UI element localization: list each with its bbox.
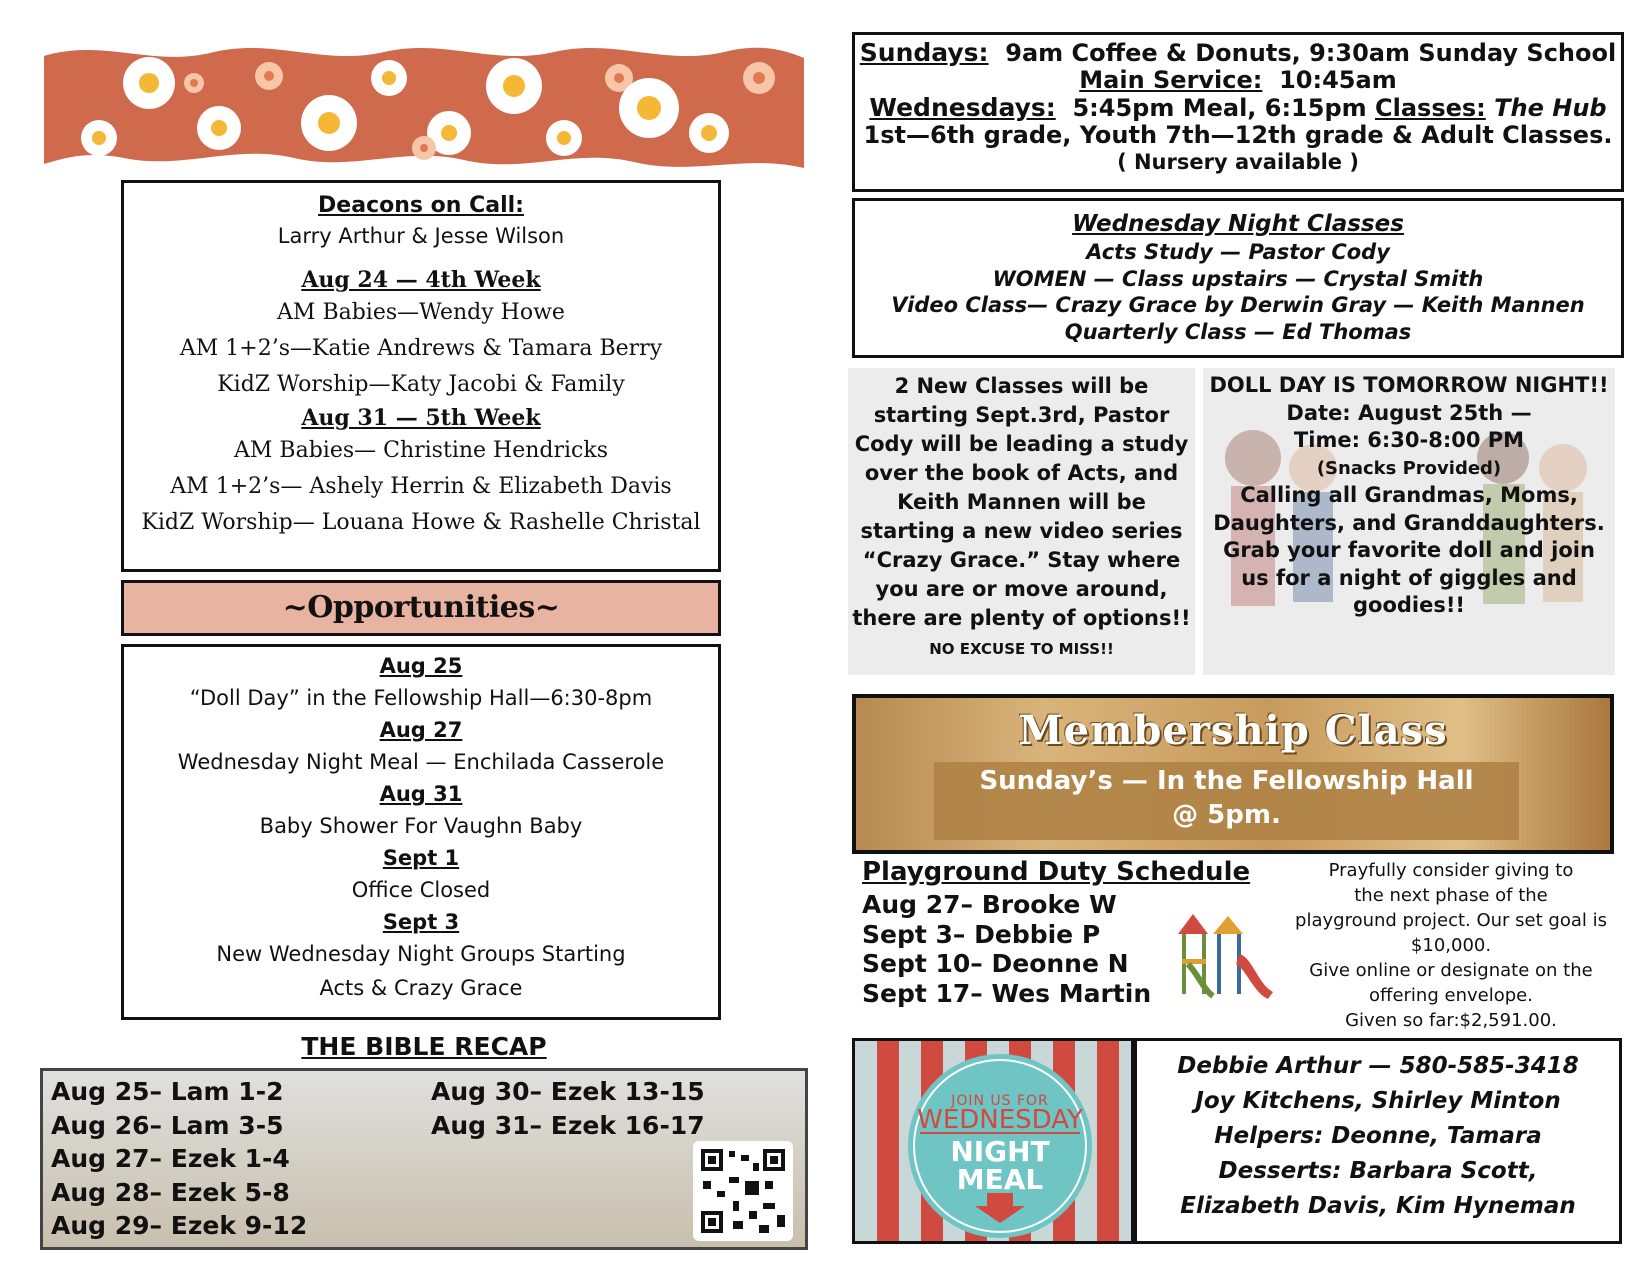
doll-day-date: Date: August 25th — bbox=[1286, 400, 1532, 425]
event-text: “Doll Day” in the Fellowship Hall—6:30-8pm bbox=[189, 686, 653, 710]
nursery-line: AM Babies—Wendy Howe bbox=[277, 300, 565, 325]
contact-line: Helpers: Deonne, Tamara bbox=[1214, 1123, 1542, 1149]
reading-item: Aug 26– Lam 3-5 bbox=[51, 1110, 284, 1140]
giving-line: Prayfully consider giving to bbox=[1328, 860, 1574, 881]
class-line: WOMEN — Class upstairs — Crystal Smith bbox=[992, 266, 1484, 291]
bible-recap-title: THE BIBLE RECAP bbox=[301, 1032, 547, 1061]
membership-line-1: Sunday’s — In the Fellowship Hall bbox=[979, 766, 1474, 796]
main-service-text: 10:45am bbox=[1279, 66, 1397, 94]
meal-wednesday-text: WEDNESDAY bbox=[917, 1105, 1083, 1135]
deacons-names: Larry Arthur & Jesse Wilson bbox=[277, 224, 565, 248]
contact-line: Desserts: Barbara Scott, bbox=[1218, 1158, 1538, 1184]
nursery-note: ( Nursery available ) bbox=[1117, 150, 1359, 174]
floral-banner bbox=[44, 38, 804, 173]
the-hub-text: The Hub bbox=[1494, 94, 1607, 122]
reading-item: Aug 27– Ezek 1-4 bbox=[51, 1144, 290, 1173]
event-text: Wednesday Night Meal — Enchilada Casserole bbox=[177, 750, 665, 774]
wednesday-classes-panel bbox=[852, 198, 1624, 358]
sundays-line bbox=[855, 39, 1621, 67]
giving-line: offering envelope. bbox=[1369, 985, 1533, 1006]
meal-contacts-panel bbox=[1134, 1038, 1622, 1244]
nursery-line: AM Babies— Christine Hendricks bbox=[234, 438, 608, 463]
event-text: Baby Shower For Vaughn Baby bbox=[259, 814, 583, 838]
giving-note bbox=[1278, 858, 1624, 1033]
wednesdays-text: 5:45pm Meal, 6:15pm bbox=[1072, 94, 1367, 122]
deacons-panel bbox=[121, 180, 721, 572]
grades-line: 1st—6th grade, Youth 7th—12th grade & Adult Classes. bbox=[863, 121, 1613, 149]
reading-item: Aug 29– Ezek 9-12 bbox=[51, 1211, 308, 1240]
qr-code-icon[interactable] bbox=[693, 1141, 793, 1241]
giving-line: Give online or designate on the bbox=[1309, 960, 1593, 981]
playground-slide-icon bbox=[1168, 904, 1278, 1004]
duty-item: Aug 27– Brooke W bbox=[862, 890, 1117, 919]
duty-item: Sept 3– Debbie P bbox=[862, 919, 1101, 949]
contact-line: Debbie Arthur — 580-585-3418 bbox=[1177, 1053, 1579, 1079]
membership-title: Membership Class bbox=[1018, 707, 1448, 754]
meal-meal-text: MEAL bbox=[956, 1163, 1044, 1196]
doll-day-body: Calling all Grandmas, Moms, Daughters, and Granddaughters. Grab your favorite doll and join us for a night of giggles and goodies!! bbox=[1213, 483, 1605, 617]
reading-item: Aug 25– Lam 1-2 bbox=[51, 1077, 284, 1106]
service-times-panel bbox=[852, 32, 1624, 192]
bible-recap-right-column bbox=[431, 1075, 705, 1142]
playground-duty-list bbox=[862, 890, 1151, 1008]
meal-night-text: NIGHT bbox=[950, 1135, 1050, 1168]
nursery-line: AM 1+2’s— Ashely Herrin & Elizabeth Davis bbox=[170, 474, 672, 499]
no-excuse-text: NO EXCUSE TO MISS!! bbox=[929, 640, 1114, 658]
reading-item: Aug 30– Ezek 13-15 bbox=[431, 1077, 705, 1106]
flower-banner-icon bbox=[44, 38, 804, 173]
class-line: Acts Study — Pastor Cody bbox=[1086, 240, 1390, 264]
main-service-label: Main Service: bbox=[1079, 66, 1263, 94]
membership-class-banner bbox=[852, 694, 1614, 854]
event-date: Sept 3 bbox=[382, 910, 460, 934]
event-date: Sept 1 bbox=[382, 846, 460, 870]
wednesdays-line bbox=[855, 94, 1621, 122]
bible-recap-panel bbox=[40, 1068, 808, 1250]
playground-duty-title: Playground Duty Schedule bbox=[862, 857, 1251, 887]
main-service-line bbox=[855, 67, 1621, 94]
wednesdays-label: Wednesdays: bbox=[869, 93, 1056, 122]
opportunities-list bbox=[121, 644, 721, 1020]
contact-line: Joy Kitchens, Shirley Minton bbox=[1195, 1088, 1561, 1114]
meal-join-text: JOIN US FOR bbox=[951, 1093, 1049, 1109]
event-date: Aug 25 bbox=[379, 654, 463, 678]
membership-details bbox=[934, 764, 1519, 832]
reading-item: Aug 31– Ezek 16-17 bbox=[431, 1110, 705, 1140]
nursery-line: KidZ Worship—Katy Jacobi & Family bbox=[217, 372, 625, 397]
opportunities-title-bar bbox=[121, 580, 721, 636]
giving-line: Given so far:$2,591.00. bbox=[1345, 1010, 1557, 1031]
doll-day-text bbox=[1209, 372, 1609, 620]
event-text: New Wednesday Night Groups Starting bbox=[216, 942, 626, 966]
giving-line: $10,000. bbox=[1410, 935, 1492, 956]
membership-line-2: @ 5pm. bbox=[1172, 800, 1281, 830]
class-line: Quarterly Class — Ed Thomas bbox=[1064, 319, 1412, 344]
new-classes-announcement bbox=[848, 368, 1195, 675]
week-label: Aug 24 — 4th Week bbox=[301, 267, 541, 293]
deacons-heading: Deacons on Call: bbox=[318, 193, 524, 218]
doll-day-snacks: (Snacks Provided) bbox=[1316, 457, 1502, 479]
event-text-continued: Acts & Crazy Grace bbox=[319, 976, 523, 1000]
opportunities-title: ~Opportunities~ bbox=[282, 590, 560, 625]
sundays-label: Sundays: bbox=[859, 38, 989, 67]
duty-item: Sept 17– Wes Martin bbox=[862, 978, 1152, 1008]
event-text: Office Closed bbox=[351, 878, 491, 902]
bible-recap-left-column bbox=[51, 1075, 307, 1243]
event-date: Aug 31 bbox=[379, 782, 463, 806]
contact-line: Elizabeth Davis, Kim Hyneman bbox=[1180, 1193, 1576, 1219]
event-date: Aug 27 bbox=[379, 718, 463, 742]
wednesday-meal-graphic bbox=[852, 1038, 1134, 1244]
nursery-line: KidZ Worship— Louana Howe & Rashelle Christal bbox=[141, 510, 701, 535]
wednesday-classes-heading: Wednesday Night Classes bbox=[1072, 211, 1404, 237]
week-label: Aug 31 — 5th Week bbox=[301, 405, 541, 431]
class-line: Video Class— Crazy Grace by Derwin Gray — Keith Mannen bbox=[891, 293, 1585, 317]
giving-line: playground project. Our set goal is bbox=[1295, 910, 1607, 931]
doll-day-time: Time: 6:30-8:00 PM bbox=[1293, 428, 1525, 452]
sundays-text: 9am Coffee & Donuts, 9:30am Sunday School bbox=[1005, 39, 1617, 67]
doll-day-heading: DOLL DAY IS TOMORROW NIGHT!! bbox=[1209, 373, 1609, 397]
doll-day-announcement bbox=[1203, 368, 1615, 675]
nursery-line: AM 1+2’s—Katie Andrews & Tamara Berry bbox=[179, 336, 663, 361]
reading-item: Aug 28– Ezek 5-8 bbox=[51, 1177, 290, 1207]
new-classes-text: 2 New Classes will be starting Sept.3rd, Pastor Cody will be leading a study over the book of Acts, and Keith Mannen will be starting a new video series “Crazy Grace.” Stay where you are or move around, there are plenty of options!! bbox=[852, 374, 1191, 630]
giving-line: the next phase of the bbox=[1354, 885, 1548, 906]
duty-item: Sept 10– Deonne N bbox=[862, 949, 1129, 978]
classes-label: Classes: bbox=[1375, 94, 1486, 122]
